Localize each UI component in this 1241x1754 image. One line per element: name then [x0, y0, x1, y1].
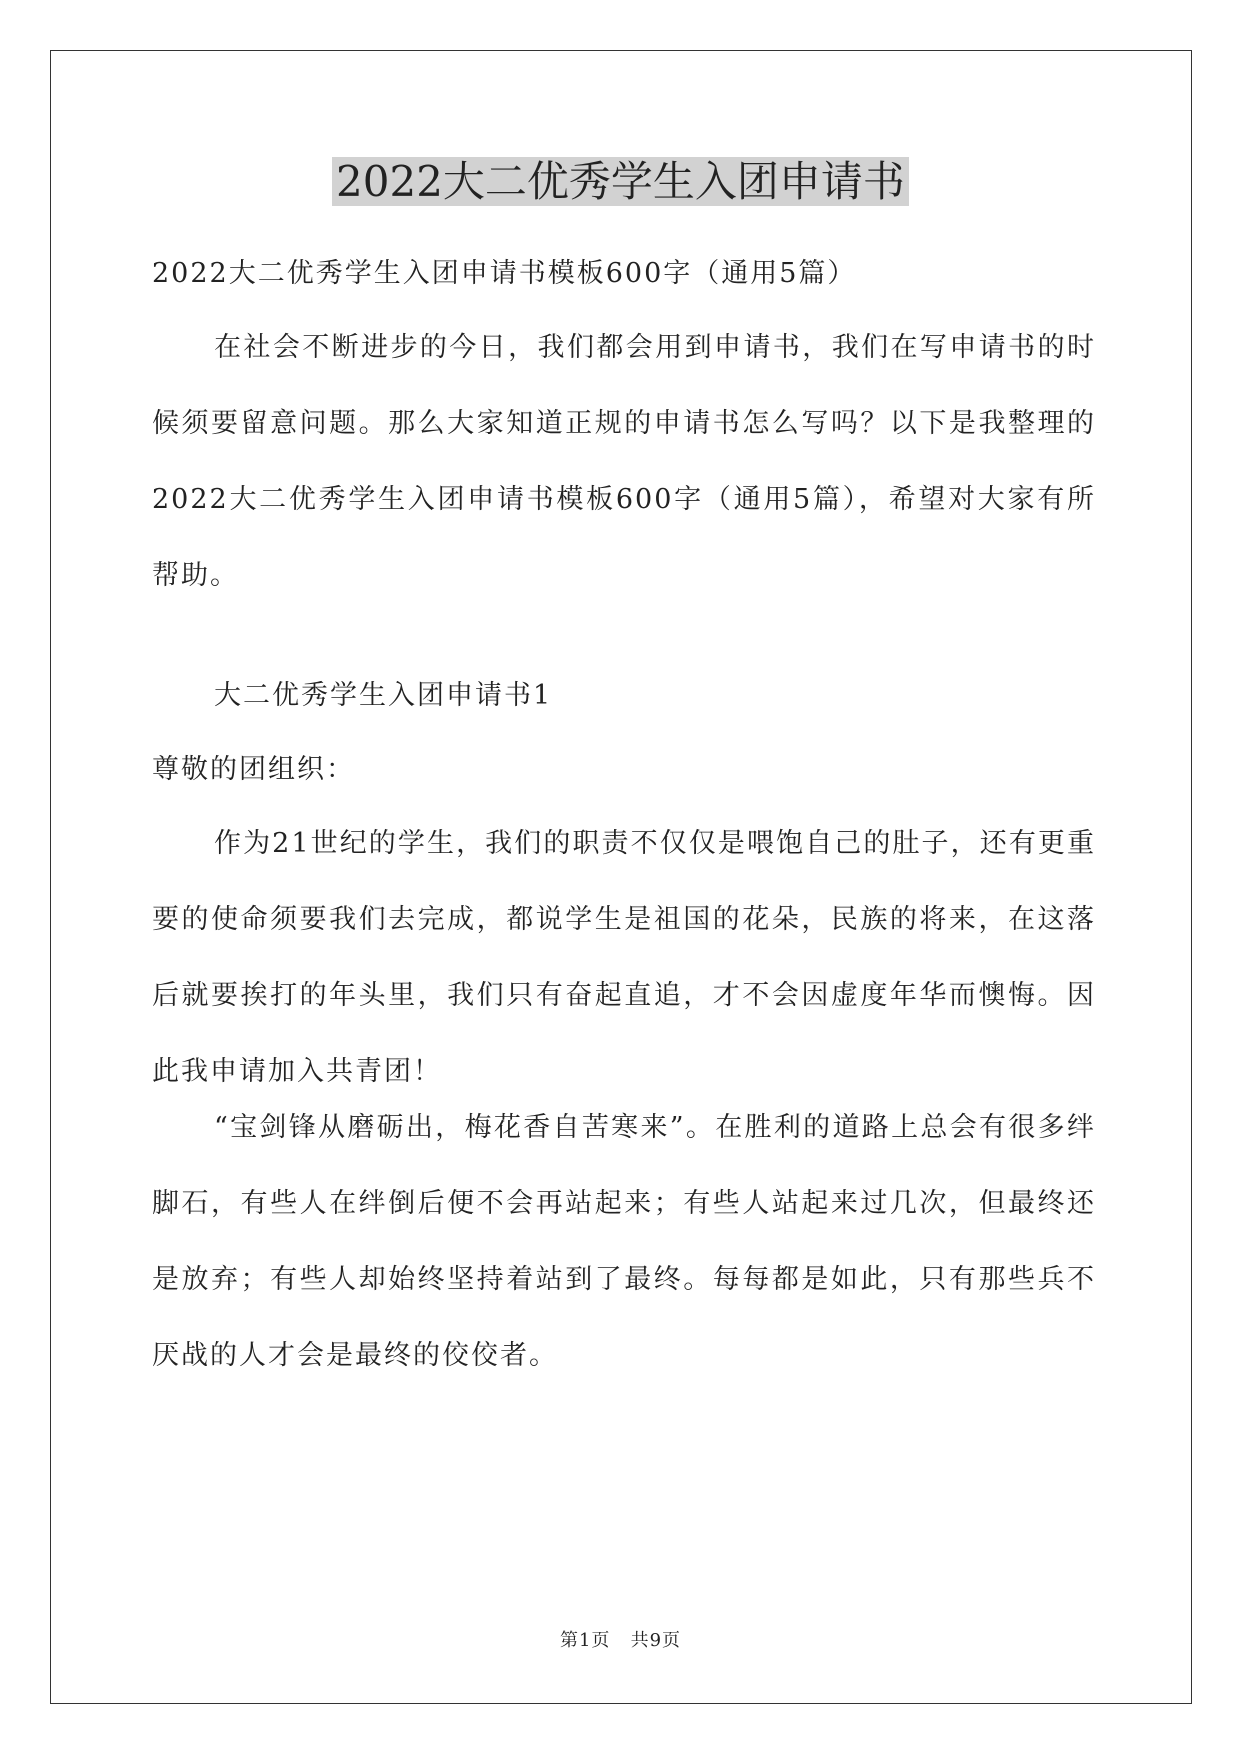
page-number: 第1页 — [559, 1630, 611, 1651]
page-footer — [0, 1626, 1241, 1652]
body-paragraph: 作为21世纪的学生，我们的职责不仅仅是喂饱自己的肚子，还有更重要的使命须要我们去完成，都说学生是祖国的花朵，民族的将来，在这落后就要挨打的年头里，我们只有奋起直追，才不会因虚度年华而懊悔。因此我申请加入共青团！ — [152, 828, 1096, 1087]
document-title-text: 2022大二优秀学生入团申请书 — [332, 157, 909, 206]
document-title — [0, 150, 1241, 214]
salutation: 尊敬的团组织： — [152, 754, 355, 785]
page-total: 共9页 — [630, 1630, 682, 1651]
document-subtitle: 2022大二优秀学生入团申请书模板600字（通用5篇） — [152, 258, 857, 289]
intro-paragraph: 在社会不断进步的今日，我们都会用到申请书，我们在写申请书的时候须要留意问题。那么大家知道正规的申请书怎么写吗？以下是我整理的2022大二优秀学生入团申请书模板600字（通用5篇），希望对大家有所帮助。 — [152, 332, 1096, 591]
body-paragraph: “宝剑锋从磨砺出，梅花香自苦寒来”。在胜利的道路上总会有很多绊脚石，有些人在绊倒后便不会再站起来；有些人站起来过几次，但最终还是放弃；有些人却始终坚持着站到了最终。每每都是如此，只有那些兵不厌战的人才会是最终的佼佼者。 — [152, 1112, 1096, 1371]
section-heading: 大二优秀学生入团申请书1 — [214, 680, 553, 711]
